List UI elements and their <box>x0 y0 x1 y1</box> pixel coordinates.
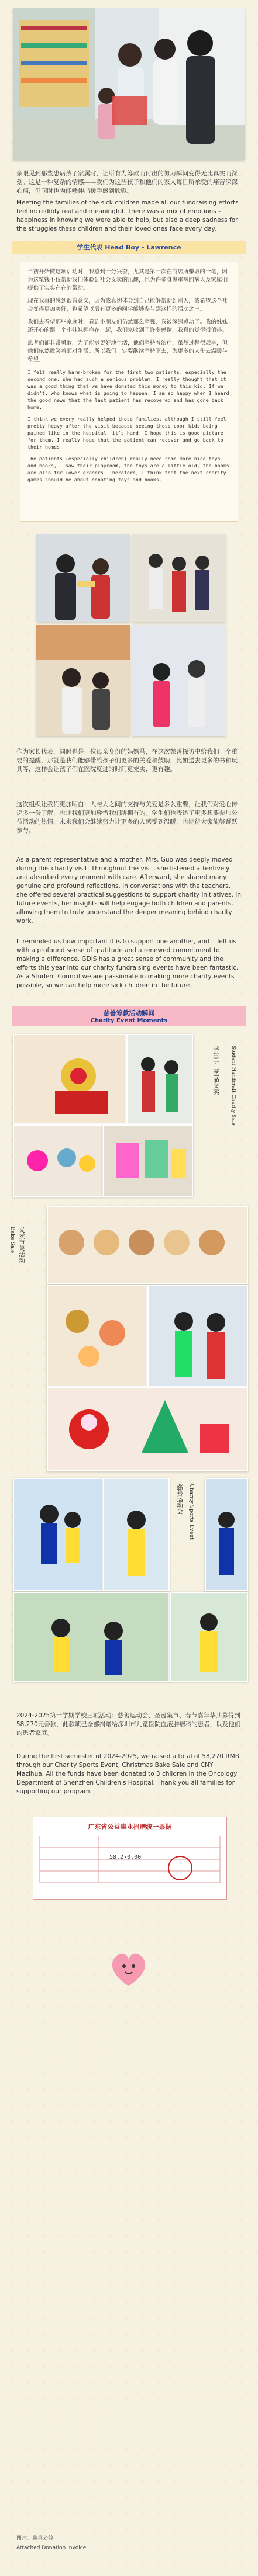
student-letter <box>20 262 238 522</box>
intro-paragraph-en: Meeting the families of the sick children made all our fundraising efforts feel incredibly real and meaningful. There was a mix of emotions – happiness in knowing we were able to help, but also a deep sadness for the struggles these children and their loved ones face every day. <box>16 199 239 232</box>
field-scene <box>14 1593 168 1681</box>
footer-caption-en: Attached Donation Invoice <box>16 2545 87 2551</box>
student-handcraft-tag <box>212 1046 220 1139</box>
donation-scene-3 <box>36 625 130 736</box>
donation-scene-4 <box>132 625 226 736</box>
letter-paragraph-en-3: The patients (especially children) really need some more nice toys and books, I saw their playroom, the toys are a little old, the books are also for lower graders. Therefore, I think that the next charity games should be about donating toys and books. <box>27 456 229 482</box>
bake-sale-photo-3 <box>147 1285 248 1387</box>
sports-photo-4 <box>13 1592 170 1682</box>
charity-moments-title-en: Charity Event Moments <box>90 1017 168 1024</box>
sports-tag-en: Charity Sports Event <box>188 1484 194 1540</box>
cookies-scene <box>48 1286 146 1386</box>
letter-paragraph-en-1: I felt really harm-broken for the first two patients, especially the second one, she had such a serious problem. I really thought that it was a good thing that we have donated this money to this kid. If we didn't, who knows what is going to happen. I am so happy when I heard the good news that the last patient has recovered and has gone back home. <box>27 369 229 410</box>
invoice-amount: 58,270.00 <box>109 1854 142 1860</box>
handcraft-photo-4 <box>103 1124 193 1197</box>
kid-race-scene <box>206 1479 247 1590</box>
intro-paragraph-zh: 亲眼见到那些患病孩子家属时，让所有为筹款而付出的努力瞬间变得无比真实而深刻。这是一种复杂的情感——我们为这些孩子和他们的家人每日所承受的痛苦深深心痛，但同时也为能够伸出援手感到欣慰。 <box>16 170 238 195</box>
invoice-title: 广东省公益事业捐赠统一票据 <box>88 1823 172 1831</box>
donation-scene-2 <box>132 534 226 622</box>
invoice-lines <box>34 1836 226 1888</box>
gratitude-paragraph-en: It reminded us how important it is to support one another, and it left us with a profound sense of gratitude and a renewed commitment to making a difference. GDIS has a great sense of community and the efforts this year into our charity fundraising events have been fantastic. As a Student Council we are passionate in making more charity events possible, so we can help more sick children in the future. <box>16 938 239 989</box>
baked-goods-scene <box>48 1207 247 1283</box>
heart-logo <box>105 1945 152 1992</box>
parent-paragraph-zh: 作为家长代表，同时也是一位母亲身份的妈妈马，在这次慈善探访中给我们一个重要的提醒，那就是我们能够带给孩子们更多的关爱和鼓励，比如送去更多的书和玩具等，这样会让孩子们在医院度过的时间更充实、更有趣。 <box>16 748 238 773</box>
crafts-items-scene <box>104 1126 192 1196</box>
donation-invoice <box>33 1817 227 1900</box>
donation-photo-3 <box>36 625 130 736</box>
bake-sale-photo-2 <box>47 1285 147 1387</box>
donation-photo-2 <box>132 534 226 622</box>
handcraft-photo-2 <box>126 1034 193 1124</box>
fundraising-paragraph-en: During the first semester of 2024-2025, we raised a total of 58,270 RMB through our Charity Sports Event, Christmas Bake Sale and CNY Mazlhua. All the funds have been donated to 3 children in the Oncology Department of Shenzhen Children's Hospital. Thank you all families for supporting our program. <box>16 1753 239 1795</box>
lion-dance-scene <box>14 1035 125 1123</box>
letter-paragraph-zh-2: 现在我真的感到很有意义，因为我真切体会到自己能够帮助到别人，我希望这个社会变得更加美好，也希望以后有更多的同学能够参与到这样的活动之中。 <box>27 298 228 313</box>
heart-icon <box>105 1945 152 1992</box>
bake-sale-tag-en: Bake Sale <box>9 1227 15 1254</box>
sports-photo-2 <box>103 1478 170 1591</box>
letter-paragraph-zh-1: 当初开始做这项活动时，我感到十分兴奋，尤其是第一次在商店所赚取的一笔，因为这笔钱不仅帮助我们体验到社会义卖的乐趣，也为许多身患重病的病人及家属们提供了实实在在的帮助。 <box>27 269 228 291</box>
footer-caption-zh: 图片：慈善公益 <box>16 2536 54 2542</box>
letter-paragraph-zh-4: 患者们都非常勇敢，为了能够更好地生活，他们坚持着治疗，虽然过程很艰辛，但他们依然微笑着面对生活。所以我们一定要继续坚持下去，为更多的人带去温暖与希望。 <box>27 340 228 363</box>
sports-photo-5 <box>170 1592 248 1682</box>
student-runner-scene <box>171 1593 247 1681</box>
letter-paragraph-en-2: I think we every really helped those families, although I still feel pretty heavy after the visit because seeing those poor kids being pained like in the hospital, it's hard. I hope this is good picture for them. I really hope that the patient can recover and go back to their homes. <box>27 416 226 450</box>
fundraising-paragraph-zh: 2024-2025第一学期学校三项活动：慈善运动会、圣诞集市、春节嘉年华共募得到58,270元善款，此款项已全部捐赠给深圳市儿童医院血液肿瘤科的患者，以及他们的患者家庭。 <box>16 1712 241 1737</box>
parent-paragraph-en: As a parent representative and a mother, Mrs. Guo was deeply moved during this charity visit. Throughout the visit, she listened attentively and absorbed every moment with care. Afterward, she shared many genuine and profound reflections. In conversations with the teachers, she offered several practical suggestions to support charity initiatives. In future events, her insights will help engage both children and parents, allowing them to truly understand the deeper meaning behind charity work. <box>16 856 242 925</box>
christmas-photo <box>47 1387 248 1471</box>
sports-photo-1 <box>13 1478 103 1591</box>
donation-photo-1 <box>36 534 130 622</box>
head-boy-banner: 学生代表 Head Boy - Lawrence <box>12 241 246 254</box>
bake-sale-tag <box>18 1227 26 1314</box>
donation-scene-1 <box>36 534 130 622</box>
student-handcraft-tag-en: Student Handcraft Charity Sale <box>231 1046 236 1126</box>
bake-sale-tag-zh: 义卖市集活动 <box>18 1227 25 1263</box>
sports-tag <box>176 1484 184 1554</box>
charity-moments-title-zh: 慈善筹款活动瞬间 <box>103 1009 155 1017</box>
sports-photo-3 <box>205 1478 248 1591</box>
bake-sale-photo-1 <box>47 1206 248 1284</box>
student-handcraft-tag-zh: 学生手工艺品义卖 <box>212 1046 219 1095</box>
charity-moments-banner <box>12 1006 246 1026</box>
christmas-scene <box>48 1388 247 1470</box>
letter-paragraph-zh-3: 我们去看望那些家庭时，看到小朋友们仍然那么坚强，我被深深感动了。我的妹妹还开心的跟一个小妹妹拥抱在一起，我们家收到了许多感谢，我真的觉得很值得。 <box>27 319 228 334</box>
hospital-scene-illustration <box>13 8 245 160</box>
handcraft-photo-main <box>13 1034 126 1124</box>
crafts-table-scene <box>14 1126 102 1196</box>
kids-track-scene <box>104 1479 168 1590</box>
handcraft-photo-3 <box>13 1124 103 1197</box>
students-scene <box>128 1035 192 1123</box>
donation-photo-4 <box>132 625 226 736</box>
gratitude-paragraph-zh: 这次组织让我们更加明白：人与人之间的支持与关爱是多么重要，让我们对爱心传递多一份了解，也让我们更加珍惜我们所拥有的。学生们也表达了更多想要参加公益活动的热情，未来我们会继续努力让更多的人感受到温暖，也期待大家能够踊跃参与。 <box>16 801 238 834</box>
kids-running-scene <box>14 1479 102 1590</box>
students-stall-scene <box>149 1286 247 1386</box>
sports-tag-zh: 慈善运动会 <box>176 1484 183 1515</box>
hospital-visit-photo <box>13 8 245 160</box>
